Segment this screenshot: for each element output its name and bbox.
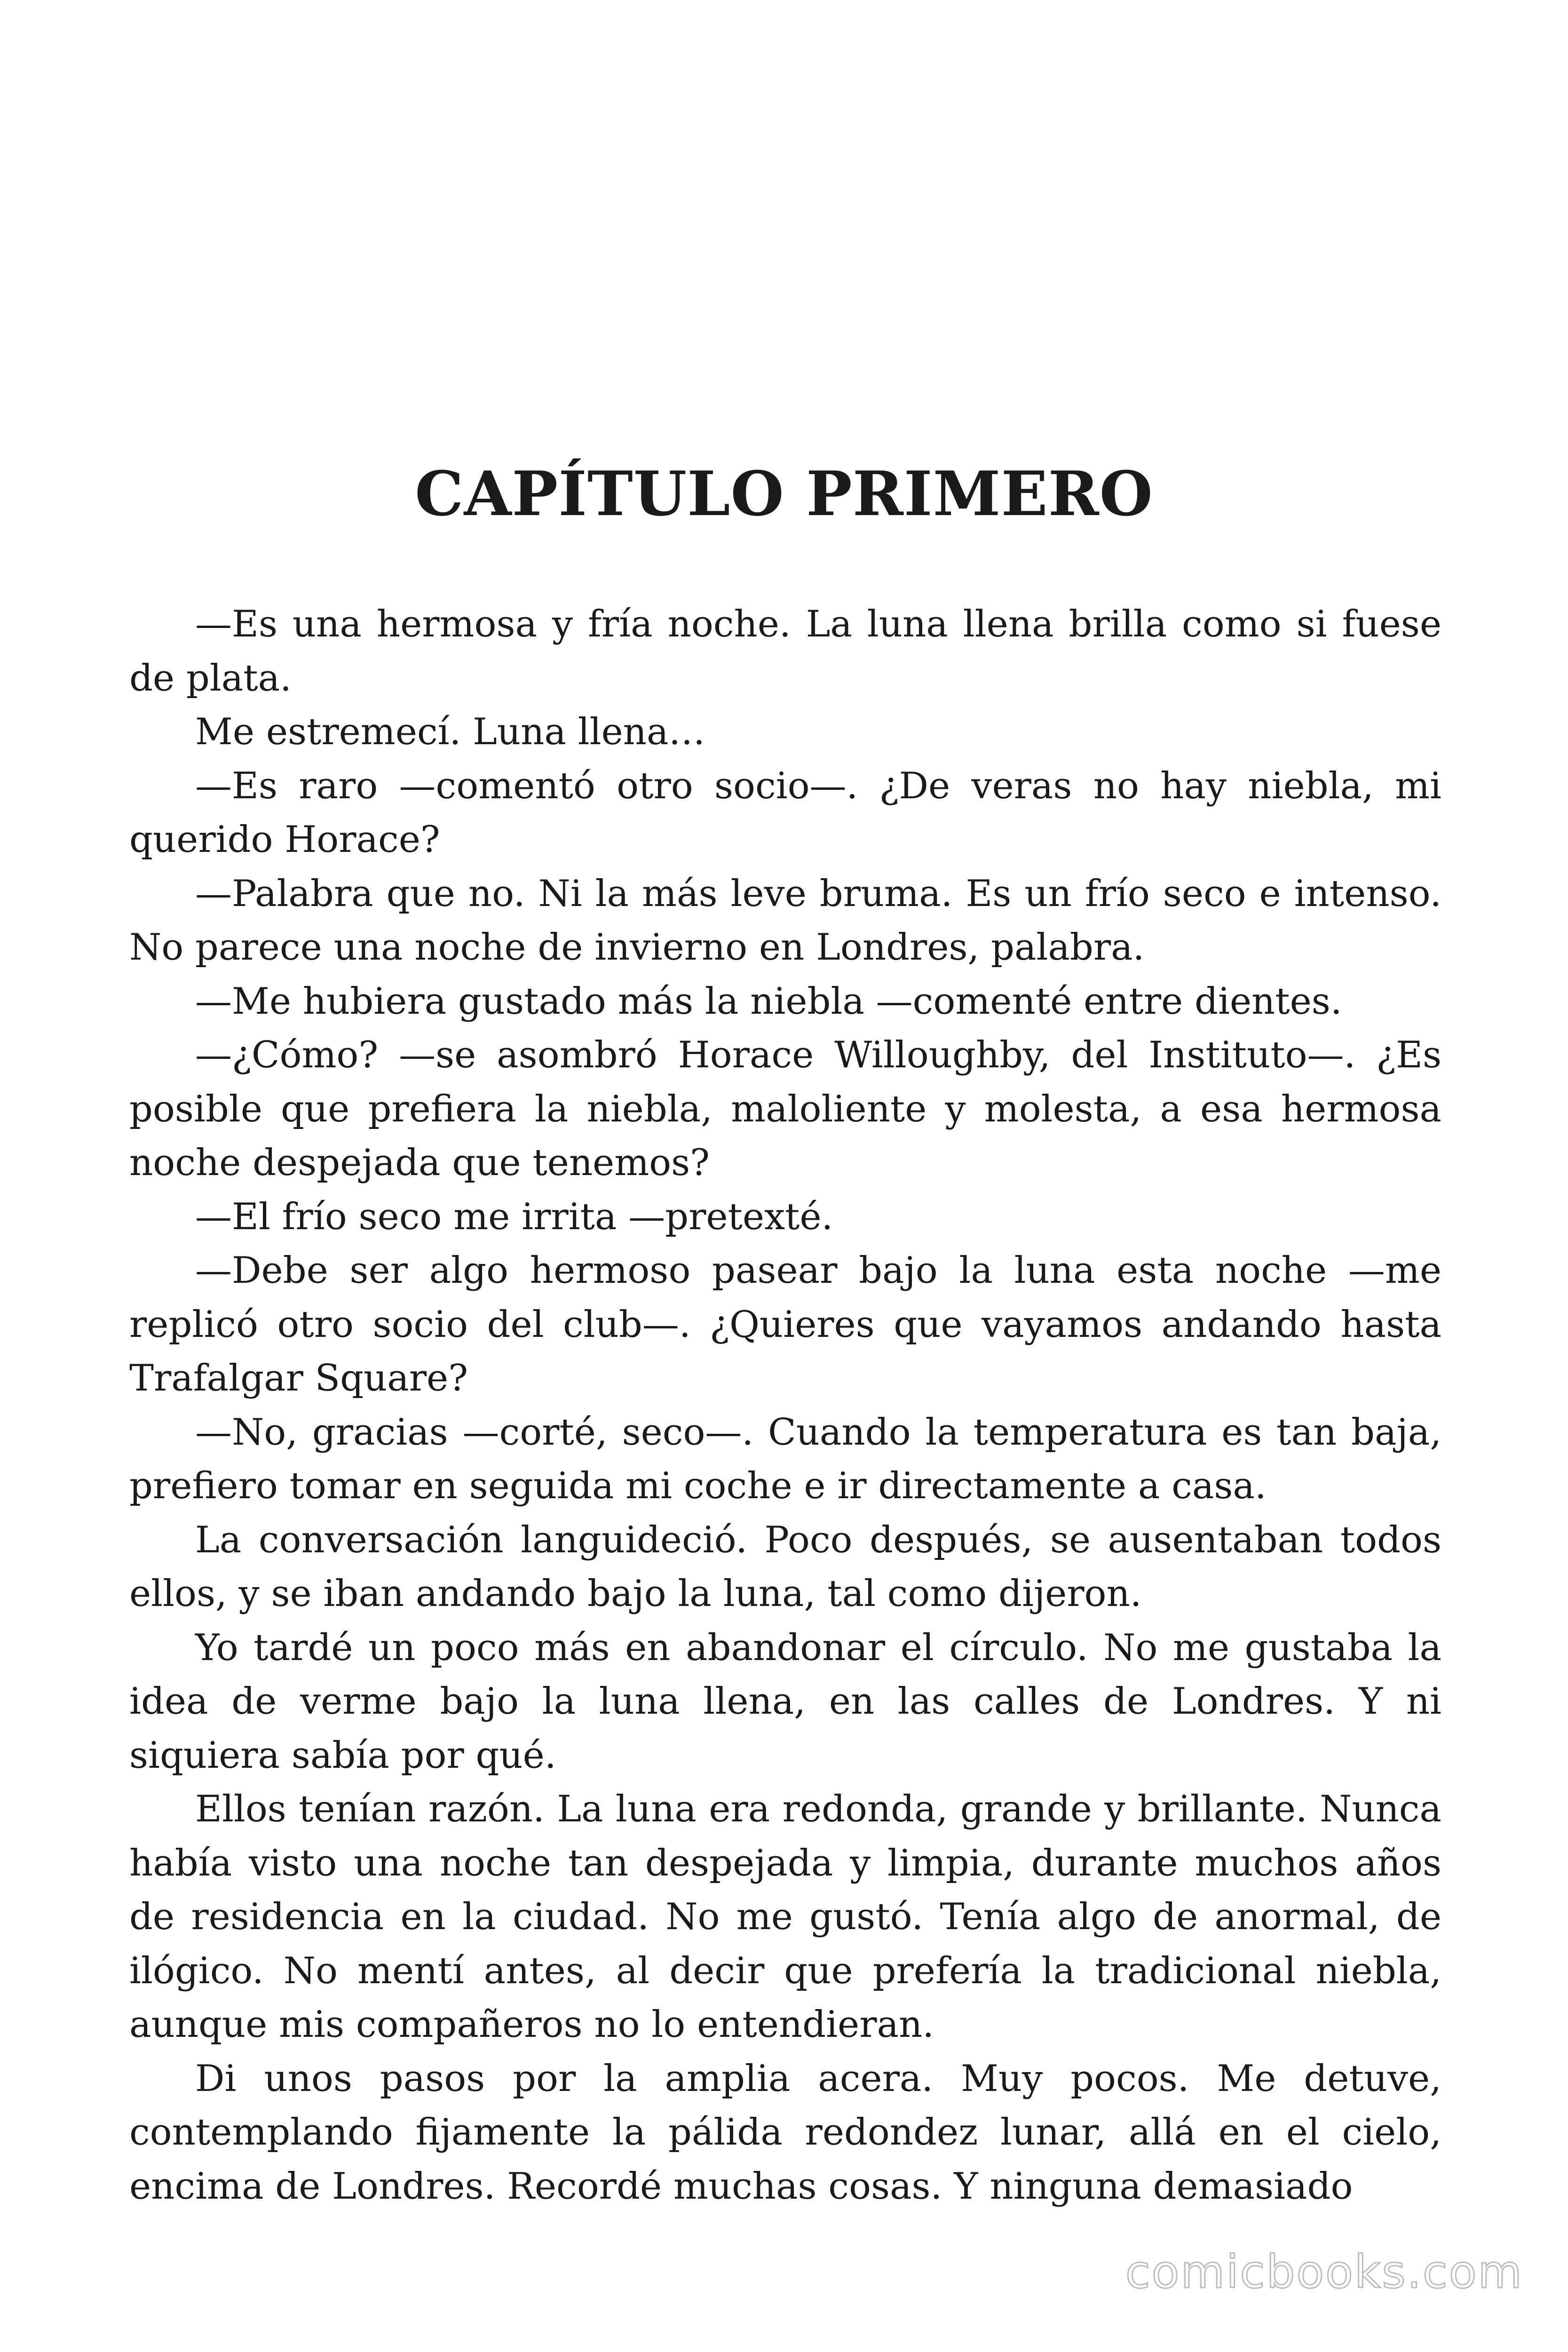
paragraph: —¿Cómo? —se asombró Horace Willoughby, del Instituto—. ¿Es posible que prefiera la niebla, maloliente y molesta, a esa hermosa noche despejada que tenemos? (129, 1034, 1441, 1184)
paragraph: —El frío seco me irrita —pretexté. (195, 1195, 833, 1238)
paragraph: —No, gracias —corté, seco—. Cuando la temperatura es tan baja, prefiero tomar en seguida mi coche e ir directamente a casa. (129, 1411, 1441, 1507)
paragraph: —Es raro —comentó otro socio—. ¿De veras no hay niebla, mi querido Horace? (129, 764, 1441, 861)
paragraph: Ellos tenían razón. La luna era redonda, grande y brillante. Nunca había visto una noche tan despejada y limpia, durante muchos años de residencia en la ciudad. No me gustó. Tenía algo de anormal, de ilógico. No mentí antes, al decir que prefería la tradicional niebla, aunque mis compañeros no lo entendieran. (129, 1788, 1441, 2046)
paragraph: —Me hubiera gustado más la niebla —comenté entre dientes. (195, 980, 1342, 1023)
paragraph: —Palabra que no. Ni la más leve bruma. Es un frío seco e intenso. No parece una noche de invierno en Londres, palabra. (129, 872, 1441, 969)
chapter-title: CAPÍTULO PRIMERO (415, 458, 1153, 530)
paragraph: La conversación languideció. Poco después, se ausentaban todos ellos, y se iban andando bajo la luna, tal como dijeron. (129, 1518, 1441, 1615)
watermark: comicbooks.com (1125, 2246, 1523, 2298)
paragraph: Yo tardé un poco más en abandonar el círculo. No me gustaba la idea de verme bajo la luna llena, en las calles de Londres. Y ni siquiera sabía por qué. (129, 1626, 1441, 1777)
paragraph: Di unos pasos por la amplia acera. Muy pocos. Me detuve, contemplando fijamente la pálida redondez lunar, allá en el cielo, encima de Londres. Recordé muchas cosas. Y ninguna demasiado (129, 2057, 1441, 2208)
paragraph: —Debe ser algo hermoso pasear bajo la luna esta noche —me replicó otro socio del club—. ¿Quieres que vayamos andando hasta Trafalgar Square? (129, 1249, 1441, 1399)
chapter-body (129, 597, 1441, 2213)
paragraph: Me estremecí. Luna llena… (195, 711, 705, 753)
paragraph: —Es una hermosa y fría noche. La luna llena brilla como si fuese de plata. (129, 603, 1441, 699)
